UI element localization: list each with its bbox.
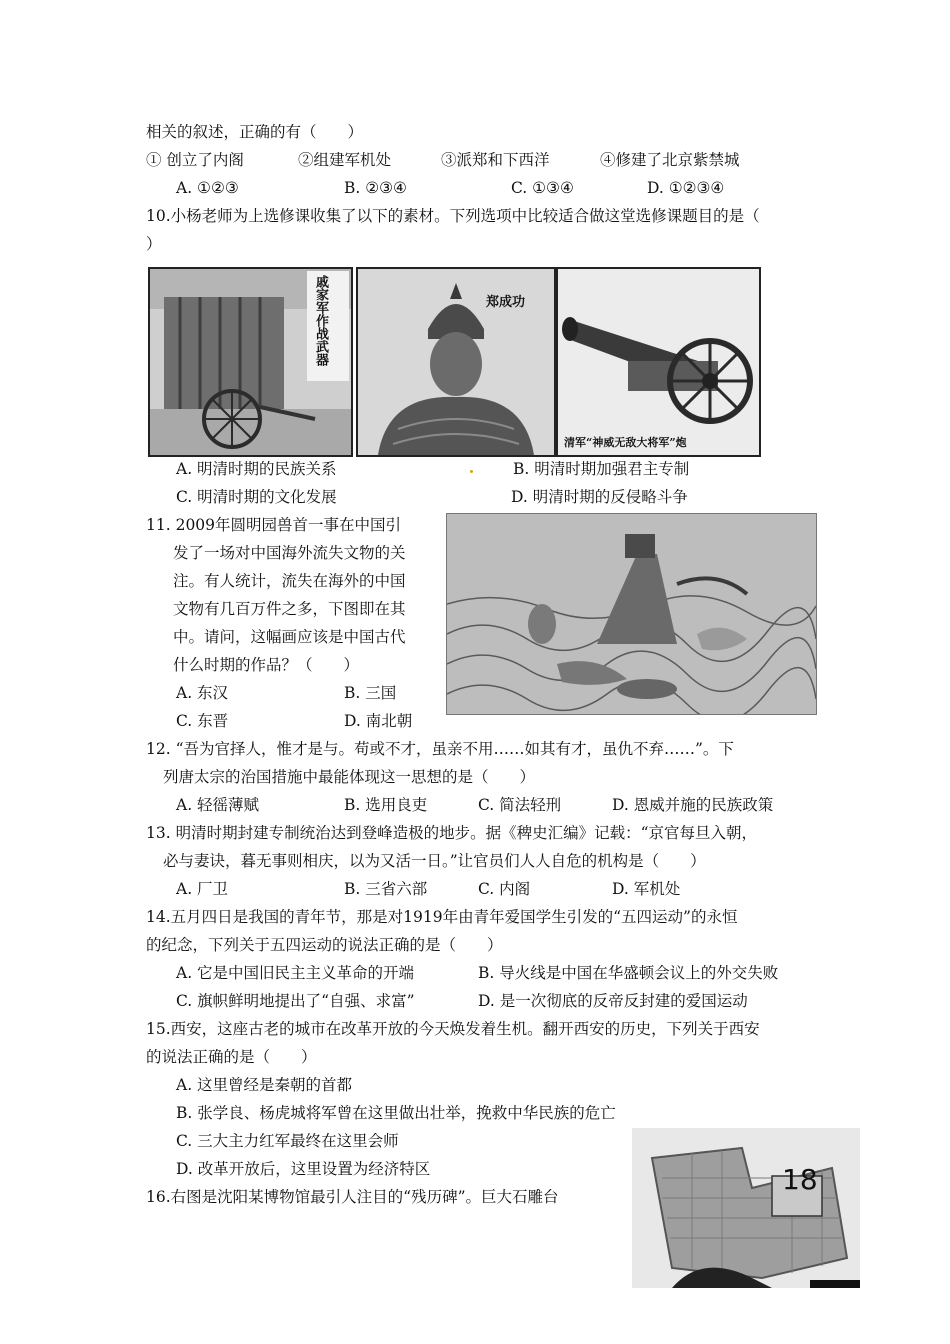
q9-item-1: ① 创立了内阁 [146,151,244,169]
q9-item-2: ②组建军机处 [298,151,392,169]
q9-item-4: ④修建了北京紫禁城 [600,151,740,169]
q16-line-1: 16.右图是沈阳某博物馆最引人注目的“残历碑”。巨大石雕台 [146,1188,559,1206]
cannon-photo [556,267,761,457]
q11-line-5: 中。请问，这幅画应该是中国古代 [173,628,406,646]
q11-option-b: B. 三国 [344,684,397,702]
q10-option-b: B. 明清时期加强君主专制 [513,460,690,478]
war-cart-photo [148,267,353,457]
cannon-caption: 清军“神威无敌大将军”炮 [564,436,687,449]
q9-item-3: ③派郑和下西洋 [441,151,550,169]
q11-option-a: A. 东汉 [176,684,229,702]
zheng-chenggong-photo [356,267,556,457]
q10-option-a: A. 明清时期的民族关系 [176,460,337,478]
q11-option-d: D. 南北朝 [344,712,413,730]
q10-stem-line2: ） [146,235,162,253]
q11-line-1: 11. 2009年圆明园兽首一事在中国引 [146,516,402,534]
q13-option-c: C. 内阁 [478,880,531,898]
q13-option-b: B. 三省六部 [344,880,428,898]
q14-line-2: 的纪念，下列关于五四运动的说法正确的是（ ） [146,936,503,954]
q14-option-a: A. 它是中国旧民主主义革命的开端 [176,964,415,982]
q13-line-2: 必与妻诀，暮无事则相庆，以为又活一日。”让官员们人人自危的机构是（ ） [163,852,706,870]
q11-option-c: C. 东晋 [176,712,229,730]
q11-line-3: 注。有人统计，流失在海外的中国 [173,572,406,590]
q9-option-b: B. ②③④ [344,179,407,197]
q15-line-2: 的说法正确的是（ ） [146,1048,317,1066]
war-cart-caption: 戚家军作战武器 [313,275,328,366]
q11-line-4: 文物有几百万件之多，下图即在其 [173,600,406,618]
q13-line-1: 13. 明清时期封建专制统治达到登峰造极的地步。据《稗史汇编》记载：“京官每旦入朝， [146,824,758,842]
ancient-painting [446,513,817,715]
q11-line-6: 什么时期的作品？（ ） [173,656,360,674]
q9-stem-tail: 相关的叙述，正确的有（ ） [146,123,364,141]
q10-option-c: C. 明清时期的文化发展 [176,488,337,506]
stray-dot [470,470,473,473]
q11-line-2: 发了一场对中国海外流失文物的关 [173,544,406,562]
q15-option-a: A. 这里曾经是秦朝的首都 [176,1076,353,1094]
calendar-monument-photo [632,1128,860,1288]
q14-option-b: B. 导火线是中国在华盛顿会议上的外交失败 [478,964,779,982]
q14-option-d: D. 是一次彻底的反帝反封建的爱国运动 [478,992,748,1010]
q12-option-a: A. 轻徭薄赋 [176,796,260,814]
q14-option-c: C. 旗帜鲜明地提出了“自强、求富” [176,992,415,1010]
q9-option-c: C. ①③④ [511,179,574,197]
q10-option-d: D. 明清时期的反侵略斗争 [511,488,688,506]
q14-line-1: 14.五月四日是我国的青年节，那是对1919年由青年爱国学生引发的“五四运动”的永恒 [146,908,738,926]
q13-option-d: D. 军机处 [612,880,681,898]
q15-line-1: 15.西安，这座古老的城市在改革开放的今天焕发着生机。翻开西安的历史，下列关于西安 [146,1020,760,1038]
q13-option-a: A. 厂卫 [176,880,229,898]
q15-option-c: C. 三大主力红军最终在这里会师 [176,1132,399,1150]
q12-option-c: C. 简法轻刑 [478,796,562,814]
q12-option-d: D. 恩威并施的民族政策 [612,796,774,814]
q12-option-b: B. 选用良吏 [344,796,428,814]
monument-number: 18 [782,1163,818,1196]
zheng-chenggong-caption: 郑成功 [486,295,526,310]
q15-option-d: D. 改革开放后，这里设置为经济特区 [176,1160,431,1178]
q12-line-1: 12. “吾为官择人，惟才是与。苟或不才，虽亲不用……如其有才，虽仇不弃……”。下 [146,740,734,758]
q15-option-b: B. 张学良、杨虎城将军曾在这里做出壮举，挽救中华民族的危亡 [176,1104,616,1122]
q9-option-a: A. ①②③ [176,179,239,197]
q9-option-d: D. ①②③④ [647,179,725,197]
q12-line-2: 列唐太宗的治国措施中最能体现这一思想的是（ ） [163,768,536,786]
q10-stem-line1: 10.小杨老师为上选修课收集了以下的素材。下列选项中比较适合做这堂选修课题目的是（ [146,207,760,225]
